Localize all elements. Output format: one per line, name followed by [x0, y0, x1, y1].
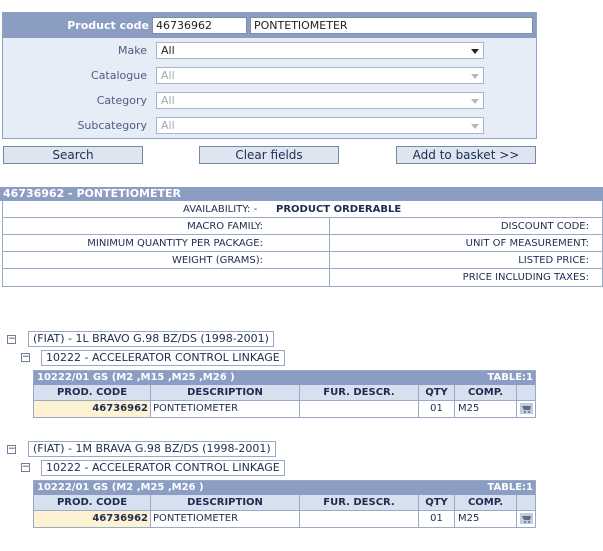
- column-cart: [517, 385, 535, 400]
- cell-qty: 01: [419, 511, 455, 527]
- tree-vehicle-node[interactable]: (FIAT) - 1L BRAVO G.98 BZ/DS (1998-2001): [28, 331, 274, 347]
- listed-price-label: LISTED PRICE:: [518, 255, 589, 266]
- chevron-down-icon: [471, 99, 479, 104]
- subcategory-select[interactable]: [156, 117, 484, 134]
- add-to-cart-button[interactable]: [517, 401, 535, 417]
- tree-group-node[interactable]: 10222 - ACCELERATOR CONTROL LINKAGE: [41, 460, 285, 476]
- make-select-value: All: [161, 44, 175, 57]
- collapse-vehicle-toggle[interactable]: −: [8, 334, 16, 344]
- parts-table-header: [34, 371, 535, 385]
- detail-row: [3, 218, 602, 235]
- category-select[interactable]: [156, 92, 484, 109]
- product-detail-grid: [2, 201, 603, 287]
- table-row[interactable]: [34, 401, 535, 417]
- column-description: DESCRIPTION: [151, 385, 300, 400]
- parts-table-header: [34, 481, 535, 495]
- cell-description: PONTETIOMETER: [151, 511, 300, 527]
- cell-comp: M25: [455, 511, 517, 527]
- weight-label: WEIGHT (GRAMS):: [172, 255, 263, 266]
- make-label: Make: [118, 44, 147, 57]
- collapse-group-toggle[interactable]: −: [22, 462, 30, 472]
- parts-table: [33, 370, 536, 418]
- product-code-label: Product code: [67, 19, 149, 32]
- cell-description: PONTETIOMETER: [151, 401, 300, 417]
- column-qty: QTY: [419, 495, 455, 510]
- make-select[interactable]: [156, 42, 484, 59]
- column-description: DESCRIPTION: [151, 495, 300, 510]
- search-form: [2, 12, 537, 139]
- subcategory-label: Subcategory: [77, 119, 147, 132]
- catalogue-select-value: All: [161, 69, 175, 82]
- macro-family-label: MACRO FAMILY:: [187, 221, 263, 232]
- chevron-down-icon: [471, 49, 479, 54]
- search-button[interactable]: Search: [3, 146, 143, 164]
- cart-icon: [520, 513, 533, 524]
- clear-fields-button[interactable]: Clear fields: [199, 146, 339, 164]
- cell-fur-descr: [300, 401, 419, 417]
- category-label: Category: [96, 94, 147, 107]
- discount-code-label: DISCOUNT CODE:: [500, 221, 589, 232]
- collapse-vehicle-toggle[interactable]: −: [8, 444, 16, 454]
- parts-table-columns: [34, 385, 535, 401]
- parts-table-title: 10222/01 GS (M2 ,M25 ,M26 ): [37, 482, 204, 493]
- detail-row: [3, 269, 602, 286]
- catalogue-label: Catalogue: [91, 69, 147, 82]
- cell-fur-descr: [300, 511, 419, 527]
- table-row[interactable]: [34, 511, 535, 527]
- parts-table: [33, 480, 536, 528]
- detail-row: [3, 235, 602, 252]
- product-detail-title: 46736962 - PONTETIOMETER: [0, 187, 603, 201]
- column-prod-code: PROD. CODE: [34, 385, 151, 400]
- tree-vehicle-node[interactable]: (FIAT) - 1M BRAVA G.98 BZ/DS (1998-2001): [28, 441, 276, 457]
- subcategory-select-value: All: [161, 119, 175, 132]
- detail-row: [3, 252, 602, 269]
- table-number: TABLE:1: [487, 372, 533, 383]
- catalogue-select[interactable]: [156, 67, 484, 84]
- parts-table-columns: [34, 495, 535, 511]
- tree-group-node[interactable]: 10222 - ACCELERATOR CONTROL LINKAGE: [41, 350, 285, 366]
- product-code-input[interactable]: 46736962: [152, 17, 247, 34]
- product-description-input[interactable]: PONTETIOMETER: [250, 17, 533, 34]
- parts-table-title: 10222/01 GS (M2 ,M15 ,M25 ,M26 ): [37, 372, 235, 383]
- cell-comp: M25: [455, 401, 517, 417]
- cell-prod-code[interactable]: 46736962: [34, 511, 151, 527]
- price-including-taxes-label: PRICE INCLUDING TAXES:: [462, 272, 589, 283]
- column-qty: QTY: [419, 385, 455, 400]
- chevron-down-icon: [471, 74, 479, 79]
- table-number: TABLE:1: [487, 482, 533, 493]
- category-select-value: All: [161, 94, 175, 107]
- add-to-basket-button[interactable]: Add to basket >>: [396, 146, 536, 164]
- column-prod-code: PROD. CODE: [34, 495, 151, 510]
- chevron-down-icon: [471, 124, 479, 129]
- availability-row: [3, 201, 602, 218]
- add-to-cart-button[interactable]: [517, 511, 535, 527]
- cell-prod-code[interactable]: 46736962: [34, 401, 151, 417]
- column-fur-descr: FUR. DESCR.: [300, 495, 419, 510]
- cell-qty: 01: [419, 401, 455, 417]
- unit-of-measurement-label: UNIT OF MEASUREMENT:: [465, 238, 589, 249]
- availability-label: AVAILABILITY: -: [183, 204, 258, 215]
- column-comp: COMP.: [455, 495, 517, 510]
- cart-icon: [520, 403, 533, 414]
- collapse-group-toggle[interactable]: −: [22, 352, 30, 362]
- min-quantity-label: MINIMUM QUANTITY PER PACKAGE:: [87, 238, 263, 249]
- column-fur-descr: FUR. DESCR.: [300, 385, 419, 400]
- column-comp: COMP.: [455, 385, 517, 400]
- availability-value: PRODUCT ORDERABLE: [276, 204, 402, 215]
- column-cart: [517, 495, 535, 510]
